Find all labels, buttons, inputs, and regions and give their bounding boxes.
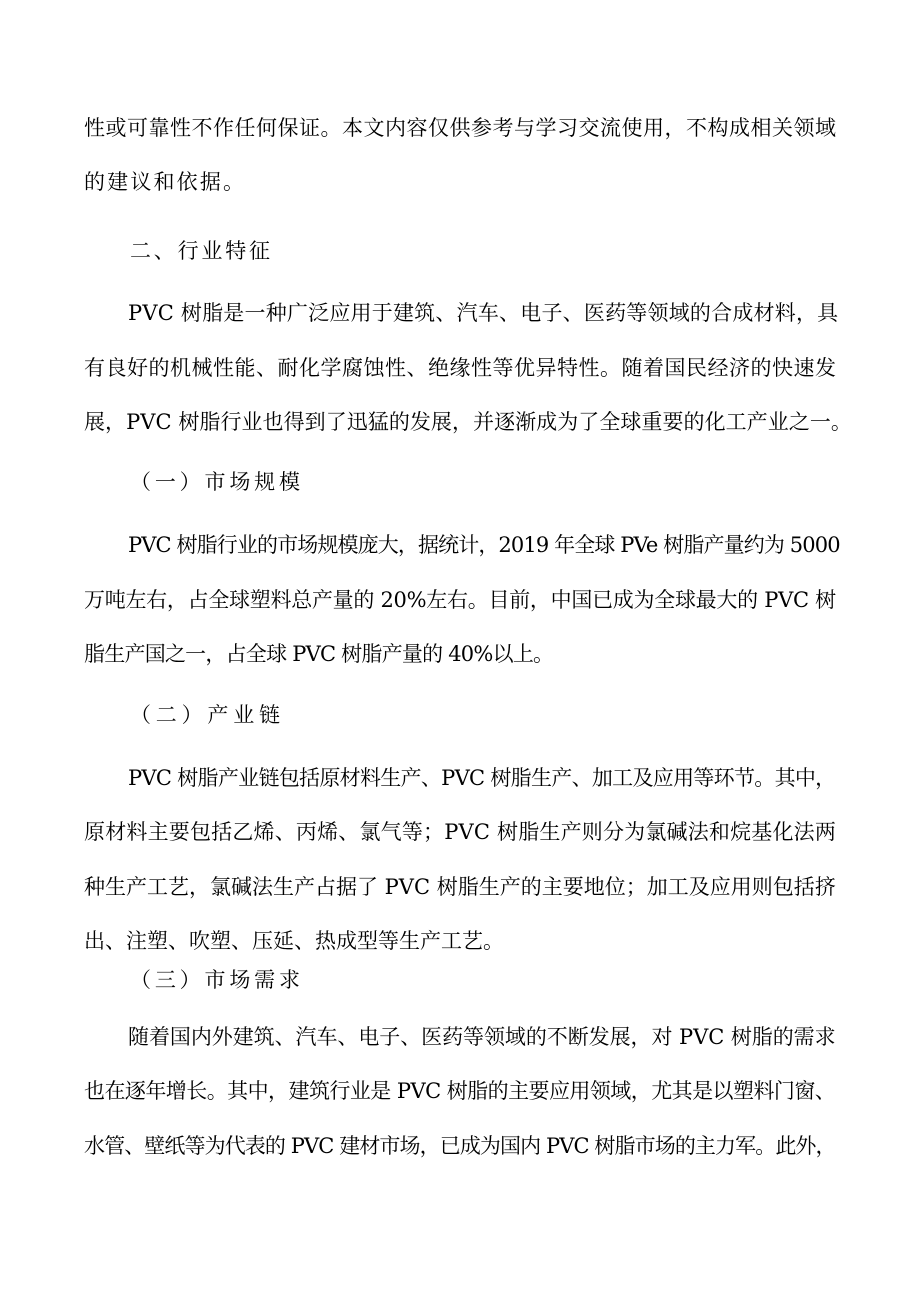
paragraph-line: 有良好的机械性能、耐化学腐蚀性、绝缘性等优异特性。随着国民经济的快速发 <box>84 356 837 380</box>
subsection-heading: （一）市场规模 <box>130 470 304 494</box>
paragraph-line: 随着国内外建筑、汽车、电子、医药等领域的不断发展，对 PVC 树脂的需求 <box>128 1025 836 1049</box>
paragraph-line: 的建议和依据。 <box>84 170 247 194</box>
paragraph-line: 展，PVC 树脂行业也得到了迅猛的发展，并逐渐成为了全球重要的化工产业之一。 <box>84 410 852 434</box>
paragraph-line: PVC 树脂行业的市场规模庞大，据统计，2019 年全球 PVe 树脂产量约为 5000 <box>128 533 840 557</box>
paragraph-line: 种生产工艺，氯碱法生产占据了 PVC 树脂生产的主要地位；加工及应用则包括挤 <box>84 875 836 899</box>
paragraph-line: 万吨左右，占全球塑料总产量的 20%左右。目前，中国已成为全球最大的 PVC 树 <box>84 588 836 612</box>
paragraph-line: 水管、壁纸等为代表的 PVC 建材市场，已成为国内 PVC 树脂市场的主力军。此外， <box>84 1134 836 1158</box>
paragraph-line: 出、注塑、吹塑、压延、热成型等生产工艺。 <box>84 929 504 953</box>
paragraph-line: 原材料主要包括乙烯、丙烯、氯气等；PVC 树脂生产则分为氯碱法和烷基化法两 <box>84 820 837 844</box>
subsection-heading: （三）市场需求 <box>130 968 304 992</box>
paragraph-line: PVC 树脂产业链包括原材料生产、PVC 树脂生产、加工及应用等环节。其中， <box>128 766 836 790</box>
subsection-heading: （二）产业链 <box>130 703 285 727</box>
paragraph-line: 脂生产国之一，占全球 PVC 树脂产量的 40%以上。 <box>84 642 554 666</box>
paragraph-line: PVC 树脂是一种广泛应用于建筑、汽车、电子、医药等领域的合成材料，具 <box>128 301 839 325</box>
section-heading: 二、行业特征 <box>130 239 273 263</box>
paragraph-line: 也在逐年增长。其中，建筑行业是 PVC 树脂的主要应用领域，尤其是以塑料门窗、 <box>84 1079 836 1103</box>
paragraph-line: 性或可靠性不作任何保证。本文内容仅供参考与学习交流使用，不构成相关领域 <box>84 116 837 140</box>
